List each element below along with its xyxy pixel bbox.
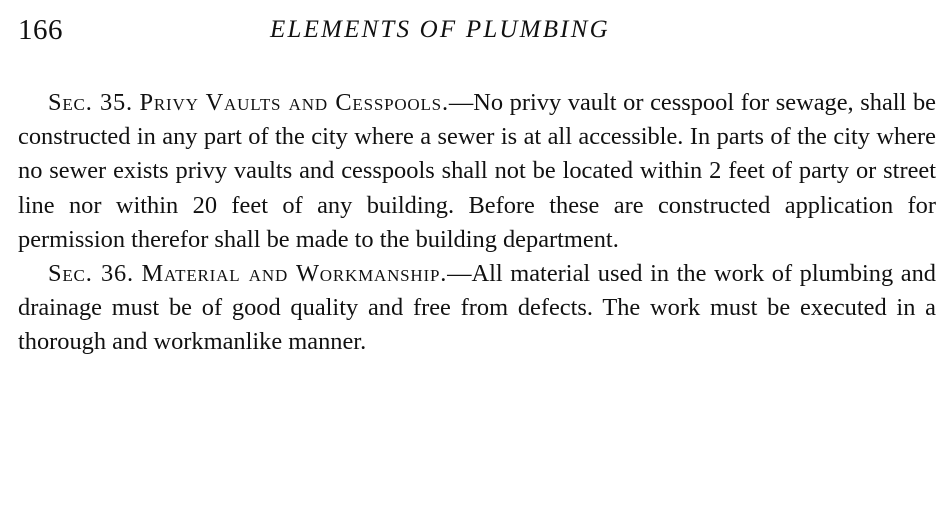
running-title: ELEMENTS OF PLUMBING <box>270 16 610 43</box>
section-35-paragraph <box>18 86 936 257</box>
section-35-heading: Privy Vaults and Cesspools. <box>139 89 449 116</box>
section-36-heading: Material and Workmanship. <box>141 260 448 288</box>
section-35-label: Sec. 35. <box>48 89 133 116</box>
section-35-body: No privy vault or cesspool for sewage, shall be constructed in any part of the city where a sewer is at all accessible. In parts of the city where no sewer exists privy vaults and cesspools shall not be located within 2 feet of party or street line nor within 20 feet of any building. Before these are constructed application for permission therefor shall be made to the building department. <box>18 89 936 253</box>
section-36-body: All material used in the work of plumbing and drainage must be of good quality and free from defects. The work must be executed in a thorough and workmanlike manner. <box>18 260 936 356</box>
section-36-dash: — <box>447 260 472 288</box>
section-36-paragraph <box>18 257 936 360</box>
section-35-dash: — <box>448 89 474 116</box>
section-36-label: Sec. 36. <box>48 260 134 288</box>
page-number: 166 <box>18 14 63 46</box>
page-header <box>18 10 938 50</box>
body-text <box>18 86 936 360</box>
